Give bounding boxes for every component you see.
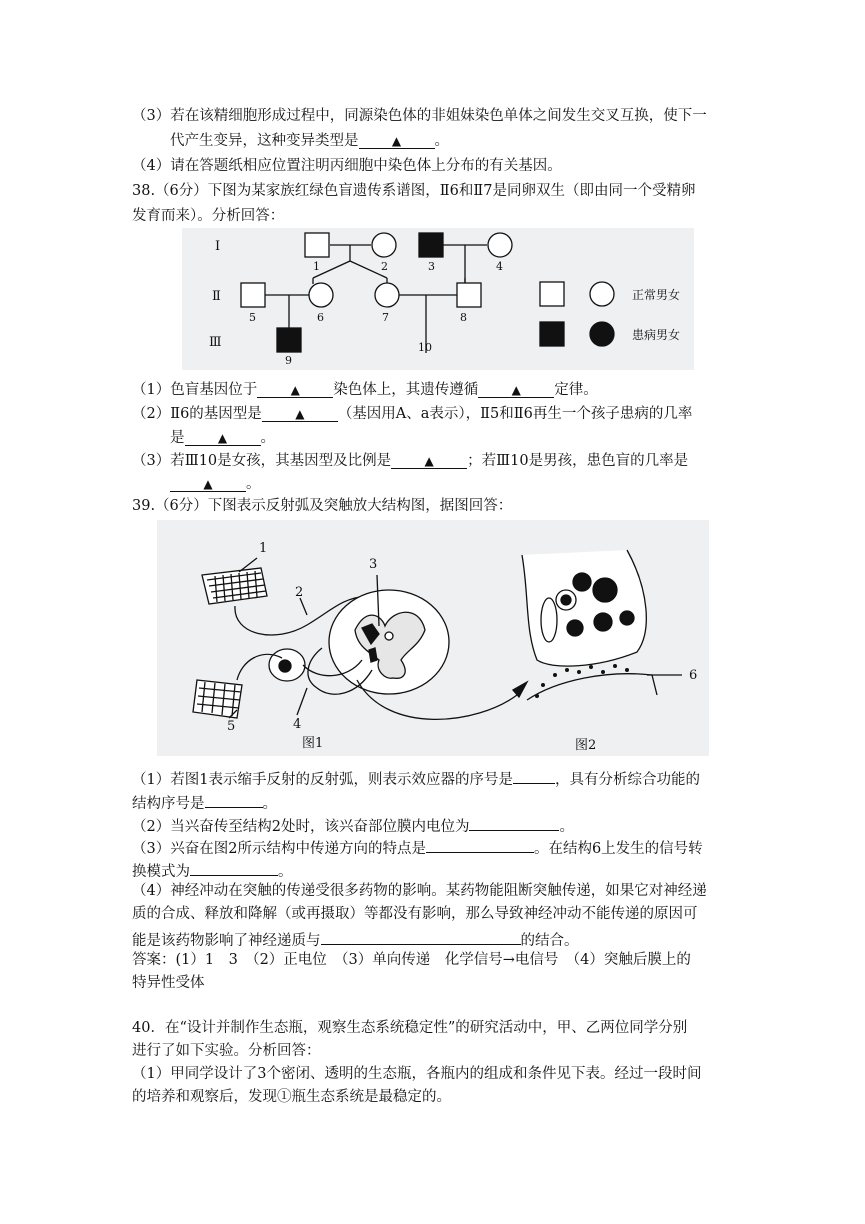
q38-part2-text: 是: [170, 430, 185, 446]
label-4: 4: [293, 717, 302, 732]
punct: 。: [262, 796, 277, 812]
label-2: 2: [295, 585, 304, 600]
q38-part3-text: ；若Ⅲ10是男孩，患色盲的几率是: [467, 453, 689, 469]
q38-part1-text: 染色体上，其遗传遵循: [333, 382, 479, 398]
presynaptic-terminal: [522, 550, 646, 666]
answer-blank[interactable]: [190, 858, 278, 876]
generation-III-label: Ⅲ: [209, 335, 222, 350]
number-label: 5: [249, 311, 256, 324]
q38-part1: [132, 380, 598, 400]
q39-part1-text: （1）若图1表示缩手反射的反射弧，则表示效应器的序号是: [132, 772, 513, 788]
q39-part4-line3: [132, 927, 579, 951]
individual-II5: [241, 283, 265, 307]
individual-II7: [375, 283, 399, 307]
q38-part1-text: 定律。: [554, 382, 598, 398]
q39-part1-cont: [132, 790, 277, 814]
label-6: 6: [689, 668, 698, 683]
q38-part2-text: （2）Ⅱ6的基因型是: [132, 406, 262, 422]
individual-II6: [309, 283, 333, 307]
q39-part3-text: （3）兴奋在图2所示结构中传递方向的特点是: [132, 841, 426, 857]
q39-part2-text: （2）当兴奋传至结构2处时，该兴奋部位膜内电位为: [132, 819, 470, 835]
q38-stem-line2: 发育而来）。分析回答：: [132, 208, 285, 224]
individual-III9: [277, 328, 301, 352]
answer-blank[interactable]: [257, 380, 333, 398]
triangle-marker: ▲: [203, 477, 213, 491]
individual-II8: [457, 283, 481, 307]
punct: 。: [434, 133, 449, 149]
number-label: 4: [496, 260, 503, 273]
legend-normal-label: 正常男女: [632, 288, 681, 302]
q37-part3-line1: （3）若在该精细胞形成过程中，同源染色体的非姐妹染色单体之间发生交叉互换，使下一: [132, 108, 707, 124]
q38-part2: [132, 404, 692, 424]
q39-part1: [132, 766, 700, 790]
q39-part3-text: 。在结构6上发生的信号转: [533, 841, 703, 857]
q39-part4-text: 的结合。: [520, 933, 579, 949]
punct: 。: [246, 476, 261, 492]
answer-blank[interactable]: [359, 131, 435, 149]
number-label: 10: [418, 341, 432, 354]
label-1: 1: [259, 541, 268, 556]
q39-part3: [132, 835, 703, 859]
q39-part4-text: 能是该药物影响了神经递质与: [132, 933, 321, 949]
answer-blank[interactable]: [426, 835, 534, 853]
q38-part1-text: （1）色盲基因位于: [132, 382, 258, 398]
q39-part1-text: 结构序号是: [132, 796, 205, 812]
q40-stem-line2: 进行了如下实验。分析回答：: [132, 1043, 321, 1059]
generation-I-label: Ⅰ: [215, 239, 221, 254]
answer-blank[interactable]: [469, 813, 559, 831]
q37-part3-text: 代产生变异，这种变异类型是: [170, 133, 359, 149]
answer-blank[interactable]: [262, 404, 338, 422]
label-5: 5: [227, 719, 236, 734]
q38-part3-text: （3）若Ⅲ10是女孩，其基因型及比例是: [132, 453, 392, 469]
punct: 。: [278, 864, 293, 880]
answer-blank[interactable]: [391, 451, 467, 469]
number-label: 7: [382, 311, 389, 324]
q39-part3-cont: [132, 858, 293, 882]
q38-part3-cont: [170, 474, 261, 494]
q39-part2: [132, 813, 574, 837]
q39-answer-line2: 特异性受体: [132, 975, 205, 991]
answer-blank[interactable]: [185, 428, 261, 446]
q38-stem-line1: 38.（6分）下图为某家族红绿色盲遗传系谱图，Ⅱ6和Ⅱ7是同卵双生（即由同一个受精卵: [132, 183, 696, 199]
q40-part1-line1: （1）甲同学设计了3个密闭、透明的生态瓶，各瓶内的组成和条件见下表。经过一段时间: [132, 1066, 702, 1082]
answer-blank[interactable]: [478, 380, 554, 398]
reflex-arc-figure: [157, 520, 709, 756]
legend-normal-female: [590, 282, 614, 306]
punct: 。: [559, 819, 574, 835]
q39-answer-line1: 答案：(1）1 3 （2）正电位 （3）单向传递 化学信号→电信号 （4）突触后膜上的: [132, 952, 691, 968]
triangle-marker: ▲: [511, 383, 521, 397]
legend-normal-male: [540, 282, 564, 306]
q38-part2-cont: [170, 428, 275, 448]
number-label: 9: [285, 354, 292, 367]
q38-part2-text: （基因用A、a表示），Ⅱ5和Ⅱ6再生一个孩子患病的几率: [337, 406, 693, 422]
answer-blank[interactable]: [205, 790, 263, 808]
legend-affected-label: 患病男女: [632, 328, 681, 342]
triangle-marker: ▲: [295, 407, 305, 421]
generation-II-label: Ⅱ: [212, 289, 221, 304]
q37-part3-line2: [170, 131, 449, 151]
individual-I2: [372, 233, 396, 257]
answer-blank[interactable]: [321, 927, 521, 945]
number-label: 6: [317, 311, 324, 324]
punct: 。: [260, 430, 275, 446]
q39-stem: 39.（6分）下图表示反射弧及突触放大结构图，据图回答：: [132, 498, 513, 514]
q38-part3: [132, 451, 688, 471]
individual-I3: [419, 233, 443, 257]
figure1-caption: 图1: [302, 736, 324, 751]
label-3: 3: [369, 557, 378, 572]
figure2-caption: 图2: [575, 738, 597, 753]
number-label: 3: [428, 260, 435, 273]
answer-blank[interactable]: [170, 474, 246, 492]
triangle-marker: ▲: [391, 134, 402, 148]
number-label: 2: [381, 260, 388, 273]
q40-part1-line2: 的培养和观察后，发现①瓶生态系统是最稳定的。: [132, 1089, 451, 1105]
q39-part1-text: ，具有分析综合功能的: [554, 772, 700, 788]
individual-I4: [488, 233, 512, 257]
q37-part4: （4）请在答题纸相应位置注明丙细胞中染色体上分布的有关基因。: [132, 158, 562, 174]
q40-stem-line1: 40．在“设计并制作生态瓶，观察生态系统稳定性”的研究活动中，甲、乙两位同学分别: [132, 1020, 688, 1036]
q39-part4-line1: （4）神经冲动在突触的传递受很多药物的影响。某药物能阻断突触传递，如果它对神经递: [132, 883, 707, 899]
triangle-marker: ▲: [424, 454, 434, 468]
number-label: 8: [460, 311, 467, 324]
triangle-marker: ▲: [217, 431, 228, 445]
pedigree-chart: [182, 228, 694, 370]
individual-I1: [305, 233, 329, 257]
triangle-marker: ▲: [290, 383, 300, 397]
q39-part4-line2: 质的合成、释放和降解（或再摄取）等都没有影响，那么导致神经冲动不能传递的原因可: [132, 906, 698, 922]
q39-part3-text: 换模式为: [132, 864, 190, 880]
legend-affected-female: [590, 322, 614, 346]
answer-blank[interactable]: [513, 766, 555, 784]
legend-affected-male: [540, 322, 564, 346]
number-label: 1: [313, 260, 320, 273]
